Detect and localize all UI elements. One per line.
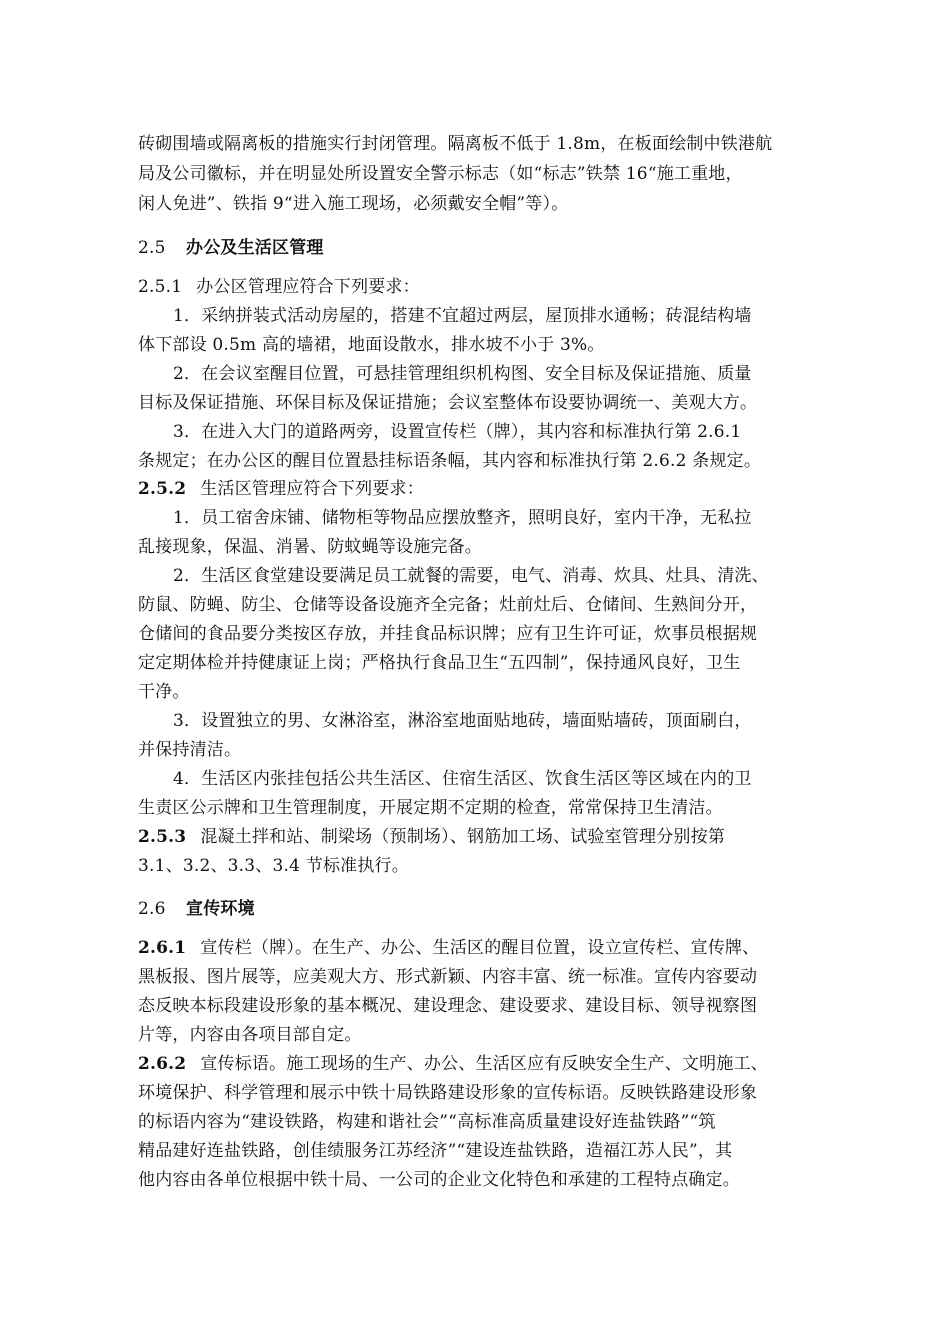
section-number: 2.6: [138, 899, 166, 919]
paragraph-line: 3.1、3.2、3.3、3.4 节标准执行。: [138, 856, 409, 876]
list-item: 3．在进入大门的道路两旁，设置宣传栏（牌），其内容和标准执行第 2.6.1: [173, 422, 742, 442]
list-item: 4．生活区内张挂包括公共生活区、住宿生活区、饮食生活区等区域在内的卫: [173, 769, 752, 789]
list-item: 1．采纳拼装式活动房屋的，搭建不宜超过两层，屋顶排水通畅；砖混结构墙: [173, 306, 752, 326]
section-number: 2.5: [138, 238, 166, 258]
subsection-2-5-1: [138, 275, 838, 299]
paragraph-line: 条规定；在办公区的醒目位置悬挂标语条幅，其内容和标准执行第 2.6.2 条规定。: [138, 451, 762, 471]
paragraph-line: 仓储间的食品要分类按区存放，并挂食品标识牌；应有卫生许可证，炊事员根据规: [138, 624, 758, 644]
subsection-number: 2.5.2: [138, 479, 187, 499]
subsection-text: 生活区管理应符合下列要求：: [200, 479, 424, 499]
subsection-text: 宣传栏（牌）。在生产、办公、生活区的醒目位置，设立宣传栏、宣传牌、: [200, 938, 760, 958]
paragraph-line: 黑板报、图片展等，应美观大方、形式新颖、内容丰富、统一标准。宣传内容要动: [138, 967, 758, 987]
paragraph-line: 闲人免进”、铁指 9“进入施工现场，必须戴安全帽”等）。: [138, 194, 569, 214]
paragraph-line: 精品建好连盐铁路，创佳绩服务江苏经济”“建设连盐铁路，造福江苏人民”，其: [138, 1141, 733, 1161]
paragraph-line: 环境保护、科学管理和展示中铁十局铁路建设形象的宣传标语。反映铁路建设形象: [138, 1083, 758, 1103]
paragraph-line: 他内容由各单位根据中铁十局、一公司的企业文化特色和承建的工程特点确定。: [138, 1170, 740, 1190]
paragraph-line: 片等，内容由各项目部自定。: [138, 1025, 362, 1045]
paragraph-line: 目标及保证措施、环保目标及保证措施；会议室整体布设要协调统一、美观大方。: [138, 393, 758, 413]
section-title: 宣传环境: [186, 899, 255, 919]
paragraph-line: 的标语内容为“建设铁路，构建和谐社会”“高标准高质量建设好连盐铁路”“筑: [138, 1112, 716, 1132]
paragraph-line: 生责区公示牌和卫生管理制度，开展定期不定期的检查，常常保持卫生清洁。: [138, 798, 723, 818]
subsection-2-6-2: [138, 1052, 838, 1076]
list-item: 2．在会议室醒目位置，可悬挂管理组织机构图、安全目标及保证措施、质量: [173, 364, 752, 384]
subsection-number: 2.6.2: [138, 1054, 187, 1074]
paragraph-line: 局及公司徽标，并在明显处所设置安全警示标志（如“标志”铁禁 16“施工重地，: [138, 164, 743, 184]
subsection-text: 办公区管理应符合下列要求：: [196, 277, 420, 297]
subsection-2-5-2: [138, 477, 838, 501]
paragraph-line: 砖砌围墙或隔离板的措施实行封闭管理。隔离板不低于 1.8m，在板面绘制中铁港航: [138, 134, 773, 154]
section-heading-2-5: [138, 236, 838, 260]
subsection-2-6-1: [138, 936, 838, 960]
subsection-text: 宣传标语。施工现场的生产、办公、生活区应有反映安全生产、文明施工、: [200, 1054, 768, 1074]
list-item: 1．员工宿舍床铺、储物柜等物品应摆放整齐，照明良好，室内干净，无私拉: [173, 508, 752, 528]
subsection-number: 2.5.1: [138, 277, 183, 297]
subsection-text: 混凝土拌和站、制梁场（预制场）、钢筋加工场、试验室管理分别按第: [200, 827, 726, 847]
paragraph-line: 体下部设 0.5m 高的墙裙，地面设散水，排水坡不小于 3%。: [138, 335, 605, 355]
paragraph-line: 并保持清洁。: [138, 740, 242, 760]
paragraph-line: 干净。: [138, 682, 190, 702]
paragraph-line: 态反映本标段建设形象的基本概况、建设理念、建设要求、建设目标、领导视察图: [138, 996, 758, 1016]
section-heading-2-6: [138, 897, 838, 921]
section-title: 办公及生活区管理: [186, 238, 324, 258]
list-item: 3．设置独立的男、女淋浴室，淋浴室地面贴地砖，墙面贴墙砖，顶面刷白，: [173, 711, 752, 731]
subsection-number: 2.6.1: [138, 938, 187, 958]
paragraph-line: 定定期体检并持健康证上岗；严格执行食品卫生“五四制”，保持通风良好，卫生: [138, 653, 741, 673]
list-item: 2．生活区食堂建设要满足员工就餐的需要，电气、消毒、炊具、灶具、清洗、: [173, 566, 769, 586]
subsection-2-5-3: [138, 825, 838, 849]
paragraph-line: 乱接现象，保温、消暑、防蚊蝇等设施完备。: [138, 537, 482, 557]
paragraph-line: 防鼠、防蝇、防尘、仓储等设备设施齐全完备；灶前灶后、仓储间、生熟间分开，: [138, 595, 758, 615]
subsection-number: 2.5.3: [138, 827, 187, 847]
